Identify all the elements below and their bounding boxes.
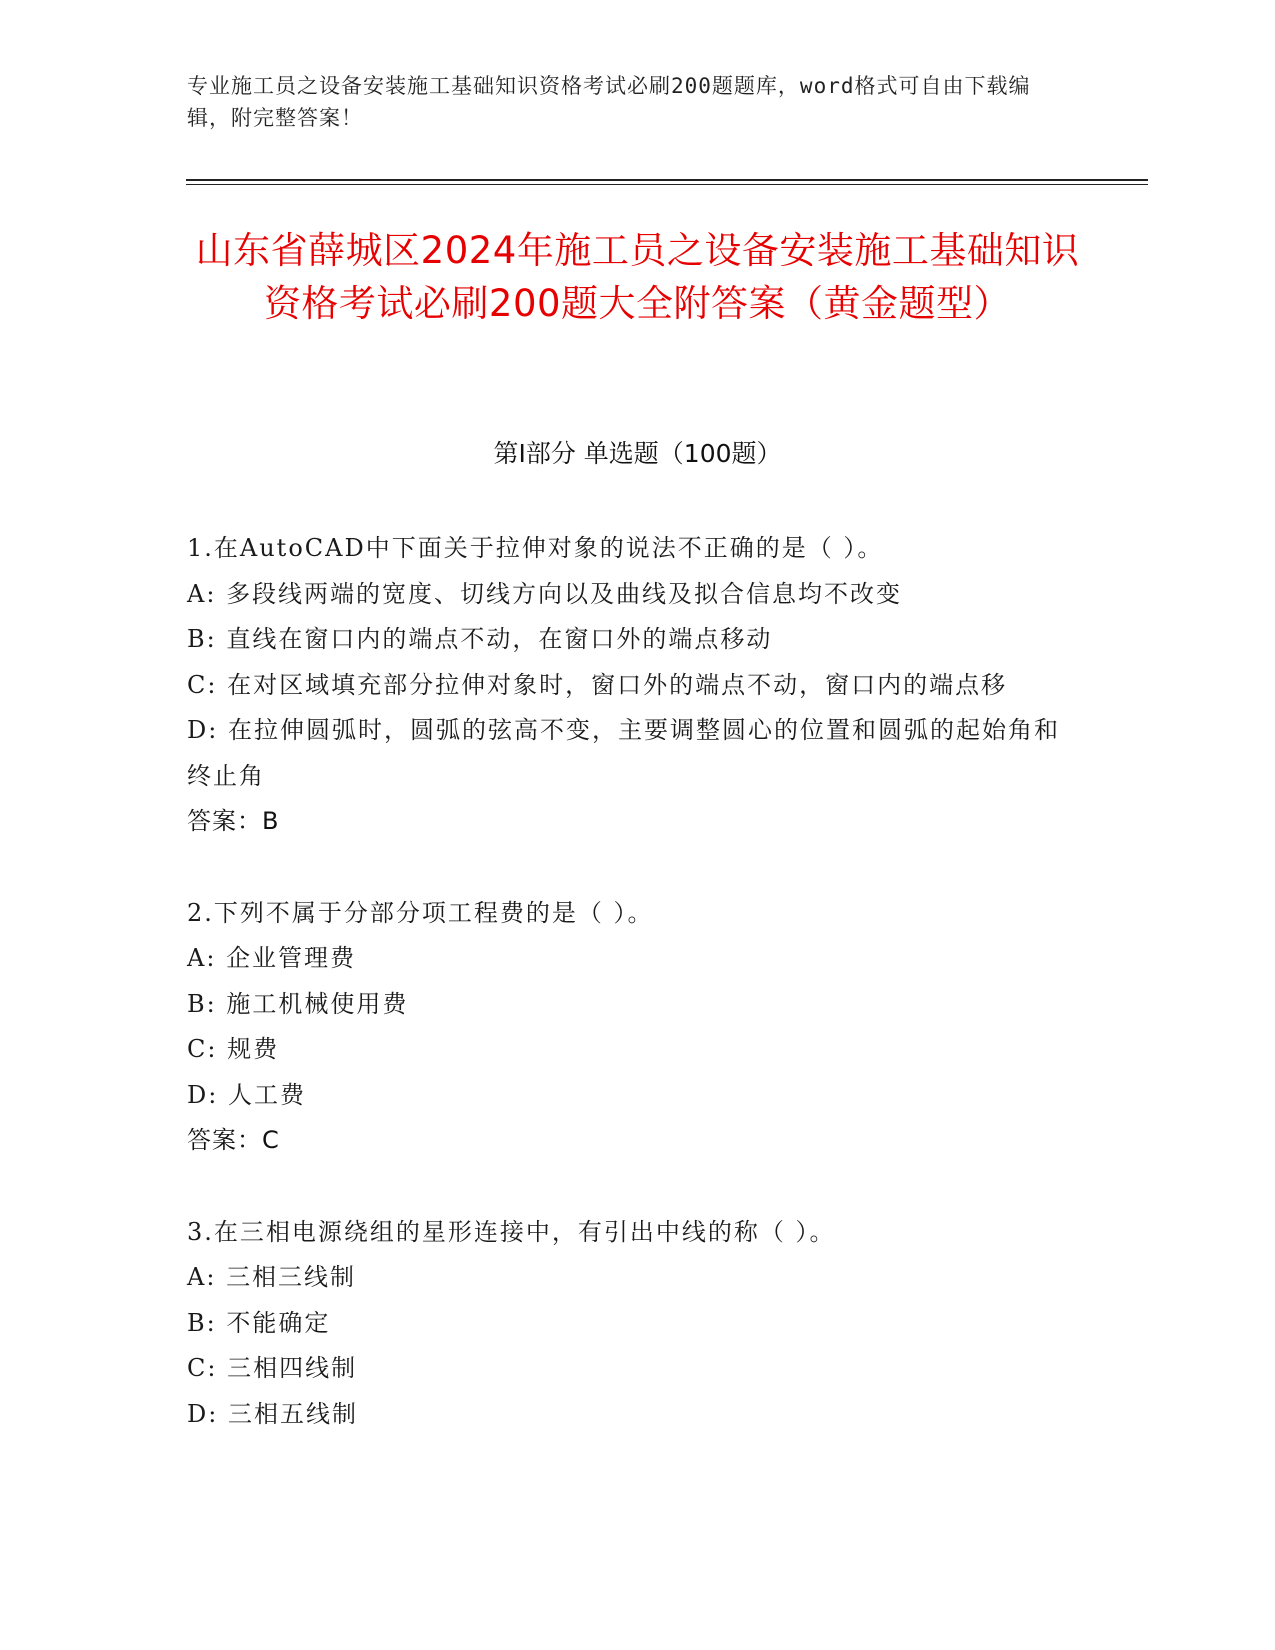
option-b	[187, 617, 1077, 663]
option-label: D:	[187, 1080, 219, 1109]
option-c	[187, 1027, 1077, 1073]
option-d	[187, 1392, 1077, 1438]
option-text: 不能确定	[226, 1308, 331, 1337]
option-text: 多段线两端的宽度、切线方向以及曲线及拟合信息均不改变	[226, 579, 903, 608]
option-text: 施工机械使用费	[226, 989, 409, 1018]
answer-value: C	[262, 1126, 280, 1154]
option-text: 三相五线制	[227, 1399, 358, 1428]
option-label: A:	[187, 579, 217, 608]
option-label: C:	[187, 1035, 218, 1063]
option-label: D:	[187, 716, 219, 744]
question-1	[187, 526, 1077, 845]
question-list	[187, 526, 1077, 1483]
question-stem: 1.在AutoCAD中下面关于拉伸对象的说法不正确的是（ ）。	[187, 534, 884, 562]
option-c	[187, 1346, 1077, 1392]
option-label: C:	[187, 670, 218, 699]
option-text: 三相四线制	[227, 1354, 358, 1382]
header-note: 专业施工员之设备安装施工基础知识资格考试必刷200题题库，word格式可自由下载编辑，附完整答案！	[187, 74, 1031, 130]
question-2	[187, 891, 1077, 1164]
option-label: C:	[187, 1354, 218, 1382]
option-b	[187, 1301, 1077, 1347]
answer-line	[187, 1118, 1077, 1164]
header-rule-thin	[186, 184, 1148, 185]
option-d	[187, 708, 1077, 799]
answer-value: B	[262, 807, 280, 835]
header-rule-thick	[186, 179, 1148, 181]
option-text: 在拉伸圆弧时，圆弧的弦高不变，主要调整圆心的位置和圆弧的起始角和终止角	[187, 716, 1060, 790]
answer-line	[187, 799, 1077, 845]
answer-prefix: 答案：	[187, 1126, 262, 1154]
option-label: A:	[187, 944, 217, 972]
option-text: 规费	[227, 1035, 280, 1063]
option-text: 直线在窗口内的端点不动，在窗口外的端点移动	[226, 625, 773, 653]
section-heading: 第I部分 单选题（100题）	[493, 439, 782, 468]
option-text: 在对区域填充部分拉伸对象时，窗口外的端点不动，窗口内的端点移	[227, 670, 1008, 699]
question-stem: 2.下列不属于分部分项工程费的是（ ）。	[187, 898, 654, 927]
answer-prefix: 答案：	[187, 807, 262, 835]
option-label: B:	[187, 1308, 217, 1337]
option-label: B:	[187, 625, 217, 653]
option-b	[187, 982, 1077, 1028]
option-a	[187, 1255, 1077, 1301]
option-label: A:	[187, 1263, 217, 1291]
option-text: 人工费	[227, 1080, 306, 1109]
option-text: 三相三线制	[226, 1263, 357, 1291]
option-a	[187, 936, 1077, 982]
question-stem: 3.在三相电源绕组的星形连接中，有引出中线的称（ ）。	[187, 1217, 836, 1246]
question-3	[187, 1210, 1077, 1438]
option-text: 企业管理费	[226, 944, 357, 972]
option-label: D:	[187, 1399, 219, 1428]
option-label: B:	[187, 989, 217, 1018]
option-d	[187, 1073, 1077, 1119]
option-a	[187, 572, 1077, 618]
option-c	[187, 663, 1077, 709]
document-title: 山东省薛城区2024年施工员之设备安装施工基础知识资格考试必刷200题大全附答案（黄金题型）	[195, 229, 1080, 325]
